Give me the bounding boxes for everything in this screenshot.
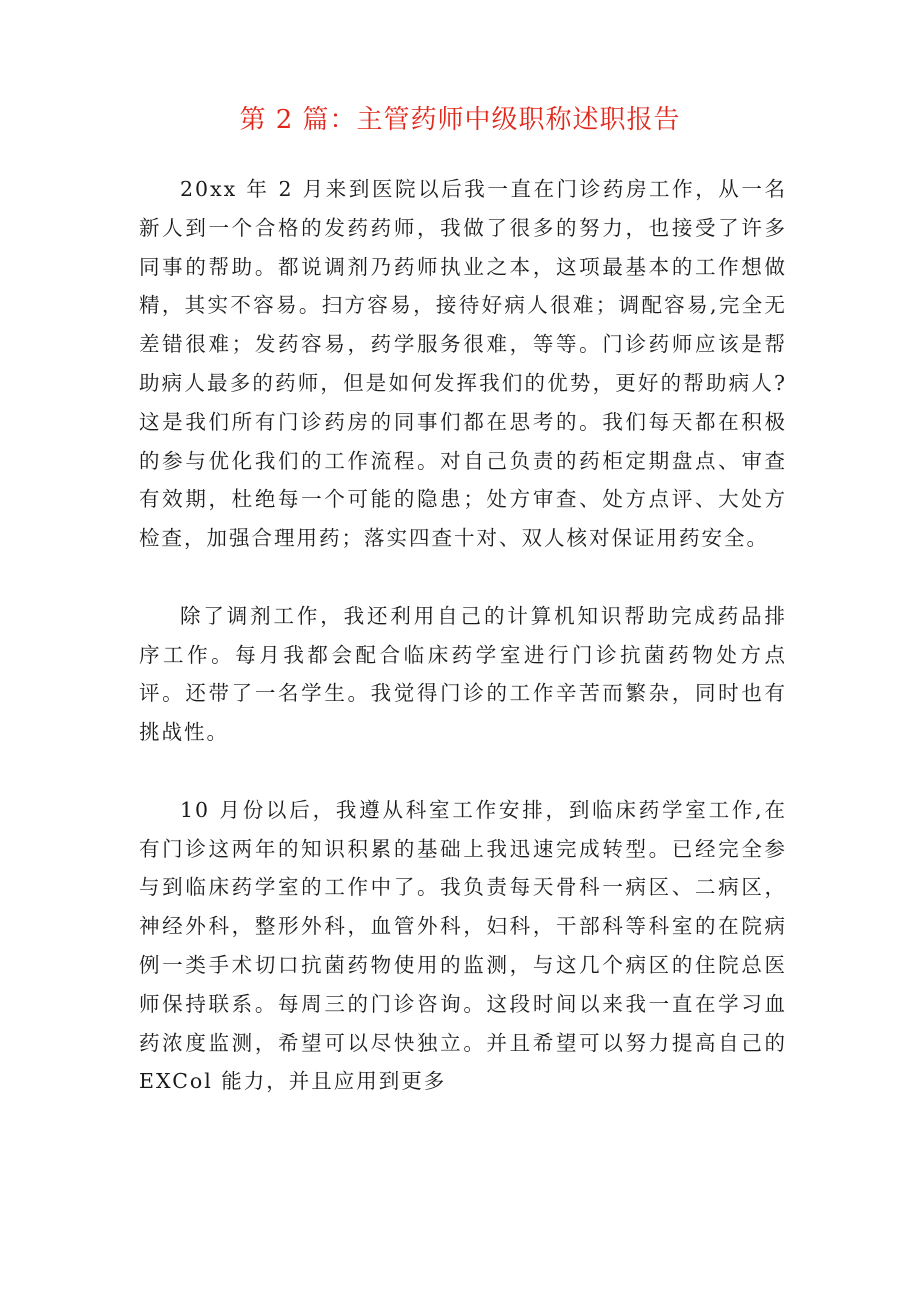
paragraph-3: 10 月份以后，我遵从科室工作安排，到临床药学室工作,在有门诊这两年的知识积累的基础上我迅速完成转型。已经完全参与到临床药学室的工作中了。我负责每天骨科一病区、二病区，神经外科，整形外科，血管外科，妇科，干部科等科室的在院病例一类手术切口抗菌药物使用的监测，与这几个病区的住院总医师保持联系。每周三的门诊咨询。这段时间以来我一直在学习血药浓度监测，希望可以尽快独立。并且希望可以努力提高自己的 EXCol 能力，并且应用到更多 <box>139 797 787 1094</box>
paragraph-1: 20xx 年 2 月来到医院以后我一直在门诊药房工作，从一名新人到一个合格的发药药师，我做了很多的努力，也接受了许多同事的帮助。都说调剂乃药师执业之本，这项最基本的工作想做精，其实不容易。扫方容易，接待好病人很难；调配容易,完全无差错很难；发药容易，药学服务很难，等等。门诊药师应该是帮助病人最多的药师，但是如何发挥我们的优势，更好的帮助病人?这是我们所有门诊药房的同事们都在思考的。我们每天都在积极的参与优化我们的工作流程。对自己负责的药柜定期盘点、审查有效期，杜绝每一个可能的隐患；处方审查、处方点评、大处方检查，加强合理用药；落实四查十对、双人核对保证用药安全。 <box>139 177 787 551</box>
paragraph-2: 除了调剂工作，我还利用自己的计算机知识帮助完成药品排序工作。每月我都会配合临床药学室进行门诊抗菌药物处方点评。还带了一名学生。我觉得门诊的工作辛苦而繁杂，同时也有挑战性。 <box>139 603 787 745</box>
document-body <box>139 170 787 1140</box>
document-title: 第 2 篇：主管药师中级职称述职报告 <box>239 105 681 135</box>
